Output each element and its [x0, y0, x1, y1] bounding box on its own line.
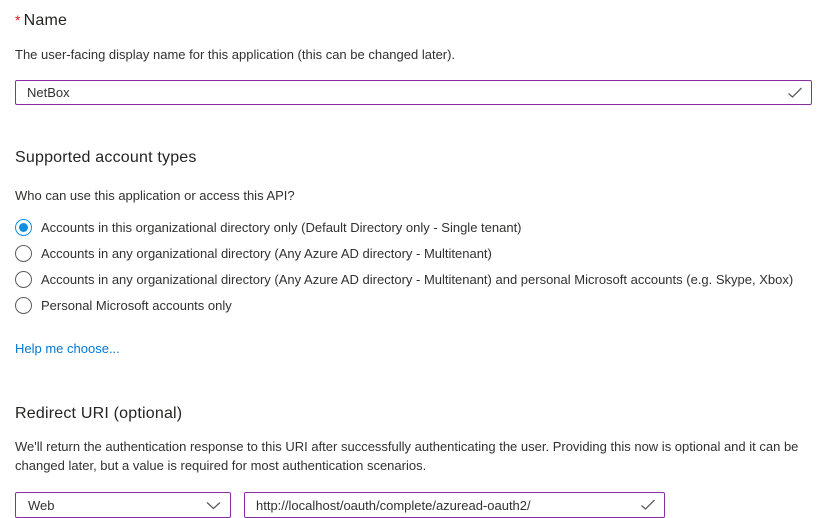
account-types-question: Who can use this application or access this API?	[15, 188, 295, 203]
supported-account-types-title: Supported account types	[15, 149, 197, 166]
redirect-uri-input[interactable]	[245, 493, 664, 517]
chevron-down-icon	[206, 501, 221, 510]
checkmark-icon	[640, 499, 656, 511]
radio-option-label: Accounts in any organizational directory (Any Azure AD directory - Multitenant) and personal Microsoft accounts (e.g. Skype, Xbox)	[41, 271, 794, 287]
checkmark-icon	[787, 87, 803, 99]
help-me-choose-link[interactable]: Help me choose...	[15, 341, 120, 356]
account-types-radio-group	[15, 214, 814, 318]
radio-option-single-tenant[interactable]	[15, 214, 814, 240]
platform-select[interactable]	[15, 492, 231, 518]
radio-option-personal-only[interactable]	[15, 292, 814, 318]
radio-option-multitenant[interactable]	[15, 240, 814, 266]
redirect-uri-input-container	[244, 492, 665, 518]
radio-option-label: Accounts in this organizational directory only (Default Directory only - Single tenant)	[41, 219, 522, 235]
radio-dot	[19, 223, 28, 232]
platform-select-value: Web	[28, 497, 55, 513]
name-input[interactable]	[16, 81, 811, 104]
required-asterisk: *	[15, 12, 21, 28]
radio-icon	[15, 297, 32, 314]
name-field-description: The user-facing display name for this application (this can be changed later).	[15, 47, 456, 62]
radio-icon	[15, 245, 32, 262]
name-field-label-text: Name	[23, 12, 68, 29]
name-field-label	[15, 12, 814, 30]
radio-option-multitenant-personal[interactable]	[15, 266, 814, 292]
radio-icon	[15, 271, 32, 288]
redirect-uri-description: We'll return the authentication response to this URI after successfully authenticating the user. Providing this now is optional and it can be changed later, but a value is required for most authentication scenarios.	[15, 439, 799, 473]
radio-icon	[15, 219, 32, 236]
name-input-container	[15, 80, 812, 105]
radio-option-label: Accounts in any organizational directory (Any Azure AD directory - Multitenant)	[41, 245, 492, 261]
redirect-uri-title: Redirect URI (optional)	[15, 405, 183, 422]
radio-option-label: Personal Microsoft accounts only	[41, 297, 232, 313]
redirect-uri-row	[15, 492, 814, 518]
